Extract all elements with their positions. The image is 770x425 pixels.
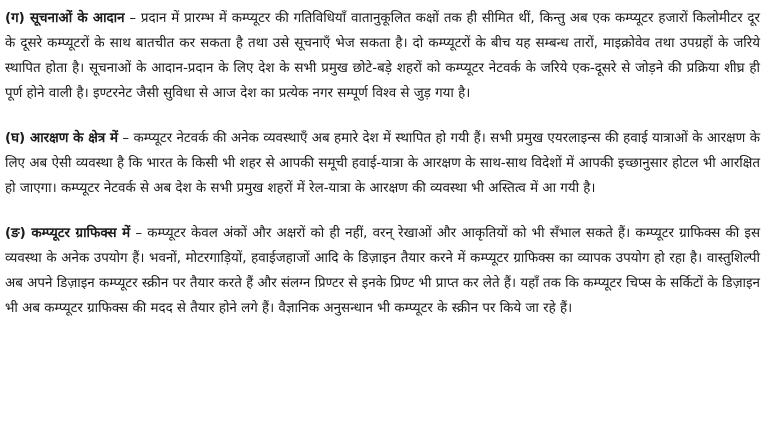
paragraph-reservation	[5, 126, 760, 201]
heading-reservation: (घ) आरक्षण के क्षेत्र में	[5, 131, 119, 146]
heading-graphics: (ङ) कम्प्यूटर ग्राफिक्स में	[5, 226, 131, 241]
paragraph-graphics	[5, 221, 760, 321]
body-reservation: – कम्प्यूटर नेटवर्क की अनेक व्यवस्थाएँ अब हमारे देश में स्थापित हो गयी हैं। सभी प्रमुख एयरलाइन्स की हवाई यात्राओं के आरक्षण के लिए अब ऐसी व्यवस्था है कि भारत के किसी भी शहर से आपकी समूची हवाई-यात्रा के आरक्षण के साथ-साथ विदेशों में आपकी इच्छानुसार होटल भी आरक्षित हो जाएगा। कम्प्यूटर नेटवर्क से अब देश के सभी प्रमुख शहरों में रेल-यात्रा के आरक्षण की व्यवस्था भी अस्तित्व में आ गयी है।	[5, 131, 760, 196]
body-graphics: – कम्प्यूटर केवल अंकों और अक्षरों को ही नहीं, वरन् रेखाओं और आकृतियों को भी सँभाल सकते हैं। कम्प्यूटर ग्राफिक्स की इस व्यवस्था के अनेक उपयोग हैं। भवनों, मोटरगाड़ियों, हवाईजहाजों आदि के डिज़ाइन तैयार करने में कम्प्यूटर ग्राफिक्स का व्यापक उपयोग हो रहा है। वास्तुशिल्पी अब अपने डिज़ाइन कम्प्यूटर स्क्रीन पर तैयार करते हैं और संलग्न प्रिण्टर से इनके प्रिण्ट भी प्राप्त कर लेते हैं। यहाँ तक कि कम्प्यूटर चिप्स के सर्किटों के डिज़ाइन भी अब कम्प्यूटर ग्राफिक्स की मदद से तैयार होने लगे हैं। वैज्ञानिक अनुसन्धान भी कम्प्यूटर के स्क्रीन पर किये जा रहे हैं।	[5, 226, 760, 316]
heading-communication: (ग) सूचनाओं के आदान	[5, 11, 125, 26]
body-communication: – प्रदान में प्रारम्भ में कम्प्यूटर की गतिविधियाँ वातानुकूलित कक्षों तक ही सीमित थीं, किन्तु अब एक कम्प्यूटर हजारों किलोमीटर दूर के दूसरे कम्प्यूटरों के साथ बातचीत कर सकता है तथा उसे सूचनाएँ भेज सकता है। दो कम्प्यूटरों के बीच यह सम्बन्ध तारों, माइक्रोवेव तथा उपग्रहों के जरिये स्थापित होता है। सूचनाओं के आदान-प्रदान के लिए देश के सभी प्रमुख छोटे-बड़े शहरों को कम्प्यूटर नेटवर्क के जरिये एक-दूसरे से जोड़ने की प्रक्रिया शीघ्र ही पूर्ण होने वाली है। इण्टरनेट जैसी सुविधा से आज देश का प्रत्येक नगर सम्पूर्ण विश्व से जुड़ गया है।	[5, 11, 760, 101]
paragraph-communication	[5, 6, 760, 106]
